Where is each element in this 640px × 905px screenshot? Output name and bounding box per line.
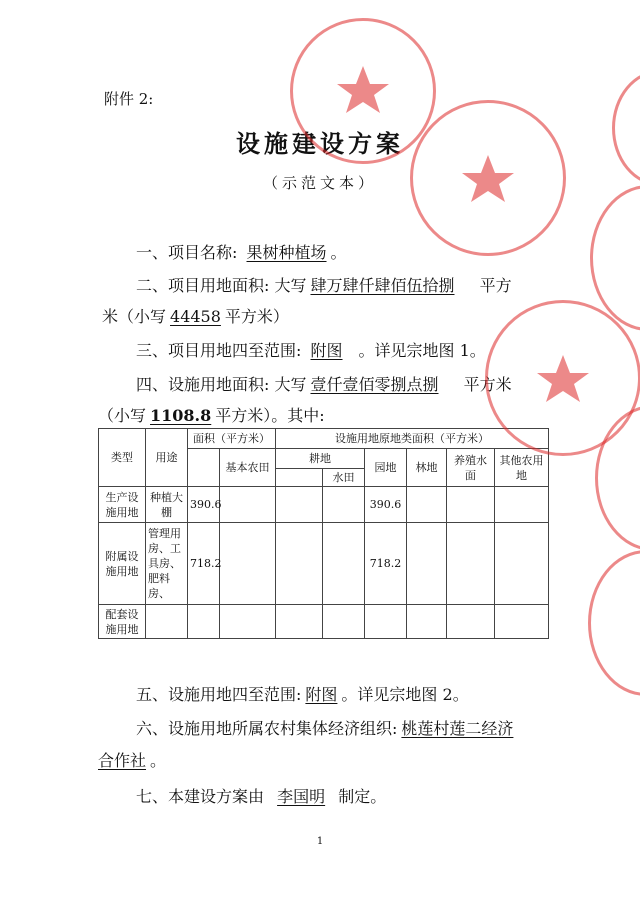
item6-label: 六、设施用地所属农村集体经济组织: <box>136 719 398 738</box>
item1-suffix: 。 <box>330 243 347 262</box>
facility-boundary-value: 附图 <box>305 685 338 704</box>
row-basic <box>220 523 276 605</box>
item2-unit: 平方 <box>479 276 512 295</box>
row-use <box>146 605 188 639</box>
page-subtitle: （示范文本） <box>262 174 377 192</box>
row-arable <box>276 605 323 639</box>
header-paddy: 水田 <box>323 469 365 487</box>
item2-label: 二、项目用地面积: 大写 <box>136 276 307 295</box>
row-paddy <box>323 523 365 605</box>
item7-suffix: 制定。 <box>338 787 387 806</box>
edge-seal-lower <box>588 550 640 696</box>
header-forest: 林地 <box>407 449 447 487</box>
facility-land-table <box>98 428 549 639</box>
seal-star-icon <box>413 103 563 253</box>
row-forest <box>407 523 447 605</box>
page-title: 设施建设方案 <box>236 129 404 158</box>
item7-label: 七、本建设方案由 <box>136 787 265 806</box>
header-other-agri: 其他农用地 <box>495 449 549 487</box>
seal-star-icon <box>293 21 433 161</box>
agri-bureau-seal <box>410 100 566 256</box>
header-use: 用途 <box>146 429 188 487</box>
row-arable <box>276 487 323 523</box>
item4-line2-prefix: （小写 <box>98 406 147 425</box>
header-basic-farmland: 基本农田 <box>220 449 276 487</box>
facility-area-upper: 壹仟壹佰零捌点捌 <box>310 375 439 394</box>
item-project-area-line2 <box>102 304 289 327</box>
edge-seal-top <box>612 70 640 186</box>
row-garden: 718.2 <box>365 523 407 605</box>
attachment-label: 附件 2: <box>104 90 154 108</box>
row-other <box>495 523 549 605</box>
item2-line2-prefix: 米（小写 <box>102 307 167 326</box>
item-facility-area <box>136 372 512 395</box>
item3-suffix: 。详见宗地图 1。 <box>358 341 486 360</box>
item-facility-boundary <box>136 682 469 705</box>
header-original-land: 设施用地原地类面积（平方米） <box>276 429 549 449</box>
row-type: 附属设施用地 <box>99 523 146 605</box>
item5-label: 五、设施用地四至范围: <box>136 685 302 704</box>
project-area-lower: 44458 <box>170 307 221 326</box>
project-boundary-value: 附图 <box>310 341 343 360</box>
collective-org-value-2: 合作社 <box>98 751 147 770</box>
header-type: 类型 <box>99 429 146 487</box>
row-aqua <box>447 523 495 605</box>
row-type: 配套设施用地 <box>99 605 146 639</box>
row-use: 管理用房、工具房、肥料房、 <box>146 523 188 605</box>
table-row <box>99 487 549 523</box>
page-number: 1 <box>316 836 324 847</box>
header-aquaculture: 养殖水面 <box>447 449 495 487</box>
row-basic <box>220 605 276 639</box>
item-project-boundary <box>136 338 486 361</box>
item3-label: 三、项目用地四至范围: <box>136 341 302 360</box>
row-forest <box>407 487 447 523</box>
item-collective-org <box>136 716 517 739</box>
row-garden: 390.6 <box>365 487 407 523</box>
row-use: 种植大棚 <box>146 487 188 523</box>
header-area: 面积（平方米） <box>188 429 276 449</box>
item-project-name <box>136 240 347 263</box>
author-value: 李国明 <box>277 787 326 806</box>
item6-suffix: 。 <box>150 751 167 770</box>
row-other <box>495 487 549 523</box>
item4-line2-suffix: 平方米）。其中: <box>215 406 325 425</box>
row-aqua <box>447 487 495 523</box>
item2-line2-suffix: 平方米） <box>224 307 289 326</box>
row-forest <box>407 605 447 639</box>
row-paddy <box>323 487 365 523</box>
row-other <box>495 605 549 639</box>
row-area <box>188 605 220 639</box>
item-project-area <box>136 273 512 296</box>
table-row <box>99 605 549 639</box>
item4-label: 四、设施用地面积: 大写 <box>136 375 307 394</box>
item-collective-org-line2 <box>98 748 166 771</box>
row-paddy <box>323 605 365 639</box>
row-area: 390.6 <box>188 487 220 523</box>
row-type: 生产设施用地 <box>99 487 146 523</box>
row-area: 718.2 <box>188 523 220 605</box>
header-garden: 园地 <box>365 449 407 487</box>
project-area-upper: 肆万肆仟肆佰伍拾捌 <box>310 276 455 295</box>
header-arable: 耕地 <box>276 449 365 469</box>
item-author <box>136 784 386 807</box>
header-arable-blank <box>276 469 323 487</box>
table-row <box>99 523 549 605</box>
header-area-blank <box>188 449 220 487</box>
item1-label: 一、项目名称: <box>136 243 238 262</box>
row-basic <box>220 487 276 523</box>
item5-suffix: 。详见宗地图 2。 <box>341 685 469 704</box>
row-arable <box>276 523 323 605</box>
item4-unit: 平方米 <box>463 375 512 394</box>
facility-area-lower: 1108.8 <box>150 406 212 425</box>
project-name-value: 果树种植场 <box>246 243 327 262</box>
row-aqua <box>447 605 495 639</box>
row-garden <box>365 605 407 639</box>
collective-org-value: 桃莲村莲二经济 <box>401 719 514 738</box>
item-facility-area-line2 <box>98 403 325 426</box>
